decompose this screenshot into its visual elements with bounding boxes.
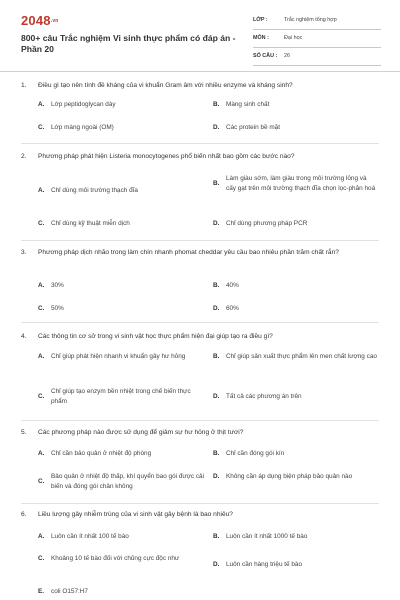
option-text: Chỉ cần đóng gói kín [226, 450, 285, 457]
question-separator [21, 503, 379, 504]
question-body: Liều lượng gây nhiễm trùng của vi sinh vật gây bệnh là bao nhiêu? [38, 511, 233, 518]
meta-label: LỚP : [253, 17, 268, 23]
option-text: Luôn cần ít nhất 100 tế bào [51, 533, 129, 540]
option-text: Màng sinh chất [226, 101, 270, 108]
option-text: Luôn cần ít nhất 1000 tế bào [226, 533, 308, 540]
option-letter: D. [213, 124, 220, 131]
site-logo[interactable] [21, 14, 59, 28]
option-c[interactable] [38, 123, 206, 133]
question-number: 6. [21, 511, 27, 518]
question-number: 5. [21, 429, 27, 436]
option-a[interactable] [38, 352, 206, 362]
option-text: Chỉ giúp sản xuất thực phẩm lên men chất lượng cao [226, 353, 377, 360]
option-b[interactable] [213, 449, 378, 459]
option-letter: B. [213, 450, 220, 457]
question-number: 1. [21, 82, 27, 89]
option-d[interactable] [213, 304, 378, 314]
option-text: Lớp màng ngoài (OM) [51, 124, 114, 131]
question-body: Các phương pháp nào được sử dụng để giảm sự hư hỏng ở thịt tươi? [38, 429, 244, 436]
option-letter: A. [38, 187, 45, 194]
meta-value: 26 [284, 53, 290, 59]
option-letter: B. [213, 282, 220, 289]
option-a[interactable] [38, 281, 206, 291]
option-text: 30% [51, 282, 64, 289]
option-text: Tất cả các phương án trên [226, 393, 302, 400]
option-text: 40% [226, 282, 239, 289]
option-c[interactable] [38, 219, 206, 229]
option-b[interactable] [213, 174, 378, 193]
option-letter: C. [38, 220, 45, 227]
question-text [21, 428, 371, 438]
option-text: Chỉ giúp phát hiện nhanh vi khuẩn gây hư hỏng [51, 353, 186, 360]
option-letter: D. [213, 393, 220, 400]
option-d[interactable] [213, 392, 378, 402]
option-c[interactable] [38, 304, 206, 314]
option-b[interactable] [213, 100, 378, 110]
question-text [21, 81, 371, 91]
option-letter: D. [213, 305, 220, 312]
question-separator [21, 143, 379, 144]
option-letter: D. [213, 561, 220, 568]
option-letter: E. [38, 588, 45, 595]
option-d[interactable] [213, 560, 378, 570]
option-c[interactable] [38, 387, 206, 406]
option-e[interactable] [38, 587, 206, 597]
option-letter: C. [38, 124, 45, 131]
question-text [21, 152, 371, 162]
meta-row-class [253, 15, 381, 30]
question-separator [21, 240, 379, 241]
document-meta [253, 15, 381, 69]
option-c[interactable] [38, 554, 206, 564]
option-letter: A. [38, 533, 45, 540]
option-text: Khoảng 10 tế bào đối với chủng cực độc như [51, 555, 180, 562]
option-text: Không cần áp dụng biện pháp bảo quản nào [226, 473, 353, 480]
option-text: Chỉ dùng môi trường thạch đĩa [51, 187, 138, 194]
option-a[interactable] [38, 449, 206, 459]
option-text: 60% [226, 305, 239, 312]
option-d[interactable] [213, 219, 378, 229]
option-text: Chỉ dùng phương pháp PCR [226, 220, 308, 227]
option-text: Chỉ dùng kỹ thuật miễn dịch [51, 220, 130, 227]
option-letter: C. [38, 477, 45, 485]
option-b[interactable] [213, 532, 378, 542]
option-text: Chỉ cần bảo quản ở nhiệt độ phòng [51, 450, 152, 457]
question-body: Phương pháp dịch nhão trong làm chín nhanh phomat cheddar yêu cầu bao nhiêu phần trăm chất rắn? [38, 249, 339, 256]
question-text [21, 332, 371, 342]
option-letter: D. [213, 220, 220, 227]
option-text: Các protein bề mặt [226, 124, 280, 131]
option-a[interactable] [38, 100, 206, 110]
option-b[interactable] [213, 281, 378, 291]
option-letter: B. [213, 353, 220, 360]
option-text: coli O157:H7 [51, 588, 88, 595]
option-letter: A. [38, 353, 45, 360]
question-number: 4. [21, 333, 27, 340]
option-letter: A. [38, 450, 45, 457]
option-text: Luôn cần hàng triệu tế bào [226, 561, 303, 568]
document-header [0, 0, 400, 68]
option-b[interactable] [213, 352, 378, 362]
option-letter: A. [38, 282, 45, 289]
meta-label: MÔN : [253, 35, 269, 41]
meta-value: Trắc nghiệm tổng hợp [284, 17, 337, 23]
question-body: Phương pháp phát hiện Listeria monocytogenes phổ biến nhất bao gồm các bước nào? [38, 153, 295, 160]
meta-row-count [253, 51, 381, 66]
question-body: Điều gì tạo nên tính đề kháng của vi khuẩn Gram âm với nhiều enzyme và kháng sinh? [38, 82, 293, 89]
option-c[interactable] [38, 472, 206, 491]
option-letter: B. [213, 101, 220, 108]
question-separator [21, 322, 379, 323]
option-a[interactable] [38, 532, 206, 542]
option-letter: C. [38, 555, 45, 562]
question-body: Các thông tin cơ sở trong vi sinh vật học thực phẩm hiện đại giúp tạo ra điều gì? [38, 333, 273, 340]
question-text [21, 510, 371, 520]
question-number: 2. [21, 153, 27, 160]
header-divider [0, 71, 400, 72]
option-letter: B. [213, 533, 220, 540]
question-text [21, 248, 371, 258]
option-text: Bảo quản ở nhiệt độ thấp, khí quyển bao gói được cải biến và đóng gói chân không [51, 473, 205, 490]
option-d[interactable] [213, 123, 378, 133]
option-letter: B. [213, 179, 220, 187]
option-text: Lớp peptidoglycan dày [51, 101, 116, 108]
option-letter: C. [38, 305, 45, 312]
question-number: 3. [21, 249, 27, 256]
logo-suffix: .vn [50, 18, 59, 24]
option-letter: A. [38, 101, 45, 108]
option-letter: D. [213, 473, 220, 480]
option-text: Chỉ giúp tạo enzym bền nhiệt trong chế biến thực phẩm [51, 388, 191, 405]
logo-text: 2048 [21, 13, 51, 28]
option-text: 50% [51, 305, 64, 312]
option-d[interactable] [213, 472, 378, 482]
meta-label: SỐ CÂU : [253, 53, 278, 59]
option-text: Làm giàu sớm, làm giàu trong môi trường lỏng và cấy gạt trên môi trường thạch đĩa chọn lọc-phân hoá [226, 175, 376, 192]
option-a[interactable] [38, 186, 206, 196]
option-letter: C. [38, 392, 45, 400]
document-title: 800+ câu Trắc nghiệm Vi sinh thực phẩm có đáp án - Phần 20 [21, 33, 236, 54]
meta-row-subject [253, 33, 381, 48]
question-separator [21, 420, 379, 421]
meta-value: Đại học [284, 35, 303, 41]
